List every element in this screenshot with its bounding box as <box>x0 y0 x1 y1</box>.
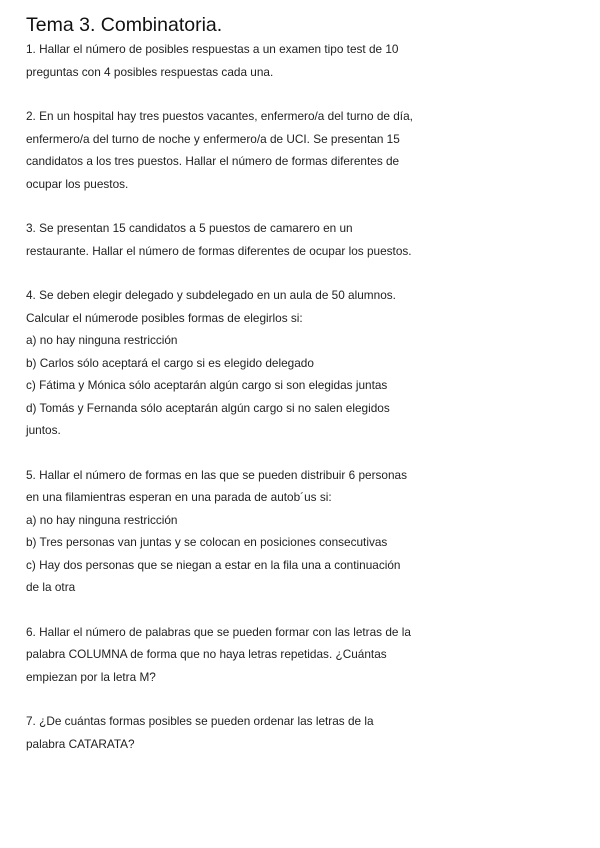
problem-5 <box>26 464 582 599</box>
problem-2-line: candidatos a los tres puestos. Hallar el número de formas diferentes de <box>26 154 400 168</box>
problem-1 <box>26 38 582 83</box>
page-title: Tema 3. Combinatoria. <box>26 14 223 36</box>
problem-7-line: 7. ¿De cuántas formas posibles se pueden ordenar las letras de la <box>26 714 374 728</box>
problem-4-line: Calcular el númerode posibles formas de elegirlos si: <box>26 310 303 325</box>
problem-4-line: juntos. <box>26 423 61 437</box>
problem-3 <box>26 217 582 262</box>
problem-5-line: en una filamientras esperan en una parada de autob´us si: <box>26 490 332 504</box>
problem-7 <box>26 710 582 755</box>
problem-4-line: 4. Se deben elegir delegado y subdelegado en un aula de 50 alumnos. <box>26 288 396 302</box>
problem-4-line: a) no hay ninguna restricción <box>26 333 178 347</box>
problem-3-line: restaurante. Hallar el número de formas diferentes de ocupar los puestos. <box>26 243 412 258</box>
problem-6-line: empiezan por la letra M? <box>26 669 156 684</box>
problem-3-line: 3. Se presentan 15 candidatos a 5 puestos de camarero en un <box>26 221 353 235</box>
problem-list <box>26 38 582 755</box>
problem-2-line: 2. En un hospital hay tres puestos vacantes, enfermero/a del turno de día, <box>26 109 413 123</box>
problem-4 <box>26 284 582 442</box>
problem-7-line: palabra CATARATA? <box>26 736 135 751</box>
problem-2 <box>26 105 582 195</box>
problem-5-line: de la otra <box>26 580 76 594</box>
problem-1-line: 1. Hallar el número de posibles respuestas a un examen tipo test de 10 <box>26 42 399 56</box>
problem-6-line: palabra COLUMNA de forma que no haya letras repetidas. ¿Cuántas <box>26 647 387 661</box>
problem-4-line: b) Carlos sólo aceptará el cargo si es elegido delegado <box>26 355 314 370</box>
problem-5-line: a) no hay ninguna restricción <box>26 512 178 527</box>
problem-5-line: c) Hay dos personas que se niegan a estar en la fila una a continuación <box>26 557 401 572</box>
problem-2-line: ocupar los puestos. <box>26 176 129 191</box>
problem-4-line: d) Tomás y Fernanda sólo aceptarán algún cargo si no salen elegidos <box>26 400 390 415</box>
problem-4-line: c) Fátima y Mónica sólo aceptarán algún cargo si son elegidas juntas <box>26 378 388 392</box>
problem-5-line: 5. Hallar el número de formas en las que se pueden distribuir 6 personas <box>26 467 407 482</box>
problem-5-line: b) Tres personas van juntas y se colocan en posiciones consecutivas <box>26 535 388 549</box>
problem-6-line: 6. Hallar el número de palabras que se pueden formar con las letras de la <box>26 624 411 639</box>
problem-2-line: enfermero/a del turno de noche y enfermero/a de UCI. Se presentan 15 <box>26 131 400 146</box>
document-page <box>26 12 582 777</box>
problem-1-line: preguntas con 4 posibles respuestas cada una. <box>26 64 274 79</box>
problem-6 <box>26 621 582 689</box>
